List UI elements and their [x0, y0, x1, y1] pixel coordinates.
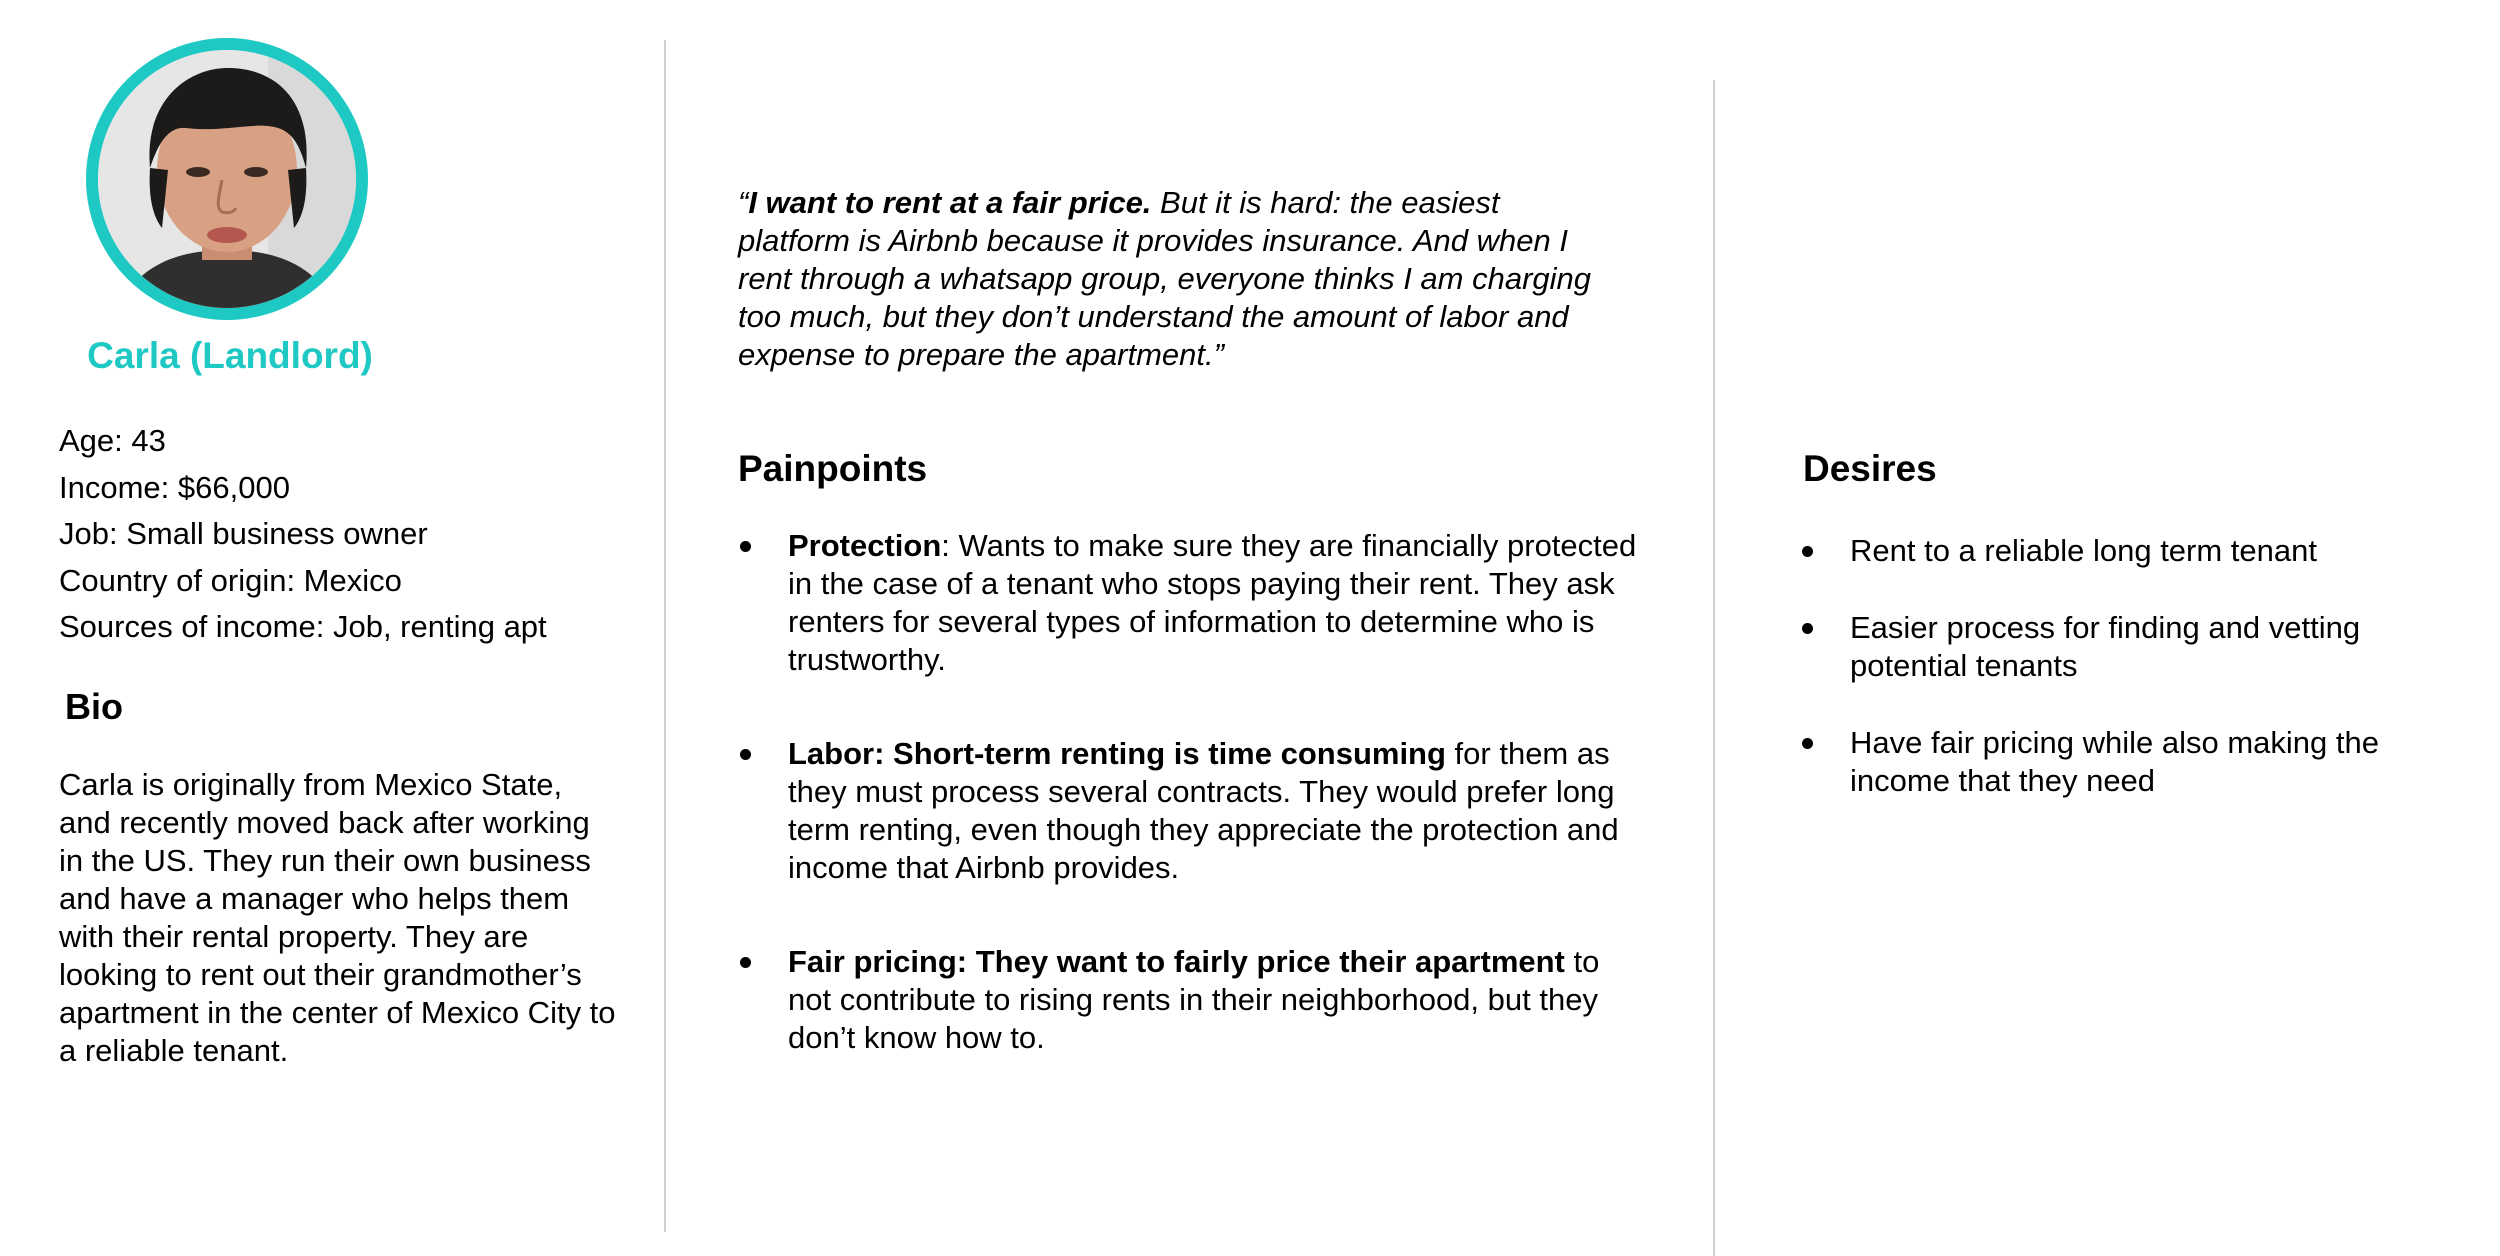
person-portrait-icon — [98, 50, 356, 308]
column-divider-right — [1713, 80, 1715, 1256]
desire-item: Have fair pricing while also making the income that they need — [1800, 724, 2460, 800]
painpoint-text: : Wants to make sure they are financially protected in the case of a tenant who stops paying their rent. They ask renters for several types of information to determine who is trustworthy. — [788, 528, 1637, 677]
painpoint-title: Protection — [788, 528, 942, 563]
bio-heading: Bio — [65, 686, 123, 727]
fact-age: Age: 43 — [59, 423, 166, 458]
fact-country: Country of origin: Mexico — [59, 562, 402, 598]
avatar — [86, 38, 368, 320]
column-divider-left — [664, 40, 666, 1232]
persona-facts — [59, 418, 659, 651]
painpoint-item — [738, 735, 1638, 887]
quote-open-mark: “ — [738, 185, 749, 220]
painpoint-text: to not contribute to rising rents in their neighborhood, but they don’t know how to. — [788, 944, 1600, 1055]
quote-body: But it is hard: the easiest platform is Airbnb because it provides insurance. And when I rent through a whatsapp group, everyone thinks I am charging too much, but they don’t understand the amount of labor and expense to prepare the apartment.” — [738, 185, 1592, 372]
painpoint-item — [738, 527, 1638, 679]
painpoint-title: Labor: Short-term renting is time consuming — [788, 736, 1446, 771]
desire-item: Rent to a reliable long term tenant — [1800, 532, 2460, 570]
painpoint-title: Fair pricing: They want to fairly price their apartment — [788, 944, 1565, 979]
persona-quote — [738, 184, 1618, 374]
quote-emphasis: I want to rent at a fair price. — [748, 185, 1152, 220]
desires-list — [1800, 532, 2460, 839]
painpoints-heading: Painpoints — [738, 448, 928, 489]
fact-income-sources: Sources of income: Job, renting apt — [59, 609, 547, 644]
fact-income: Income: $66,000 — [59, 469, 290, 505]
painpoints-list — [738, 527, 1638, 1113]
painpoint-item — [738, 943, 1638, 1057]
fact-job: Job: Small business owner — [59, 516, 428, 551]
avatar-photo — [98, 50, 356, 308]
bio-text: Carla is originally from Mexico State, and recently moved back after working in the US. They run their own business and have a manager who helps them with their rental property. They are looking to rent out their grandmother’s apartment in the center of Mexico City to a reliable tenant. — [59, 767, 616, 1068]
desire-item: Easier process for finding and vetting potential tenants — [1800, 609, 2460, 685]
desires-heading: Desires — [1803, 448, 1937, 489]
painpoint-text: for them as they must process several contracts. They would prefer long term renting, even though they appreciate the protection and income that Airbnb provides. — [788, 736, 1619, 885]
persona-name: Carla (Landlord) — [87, 335, 373, 376]
